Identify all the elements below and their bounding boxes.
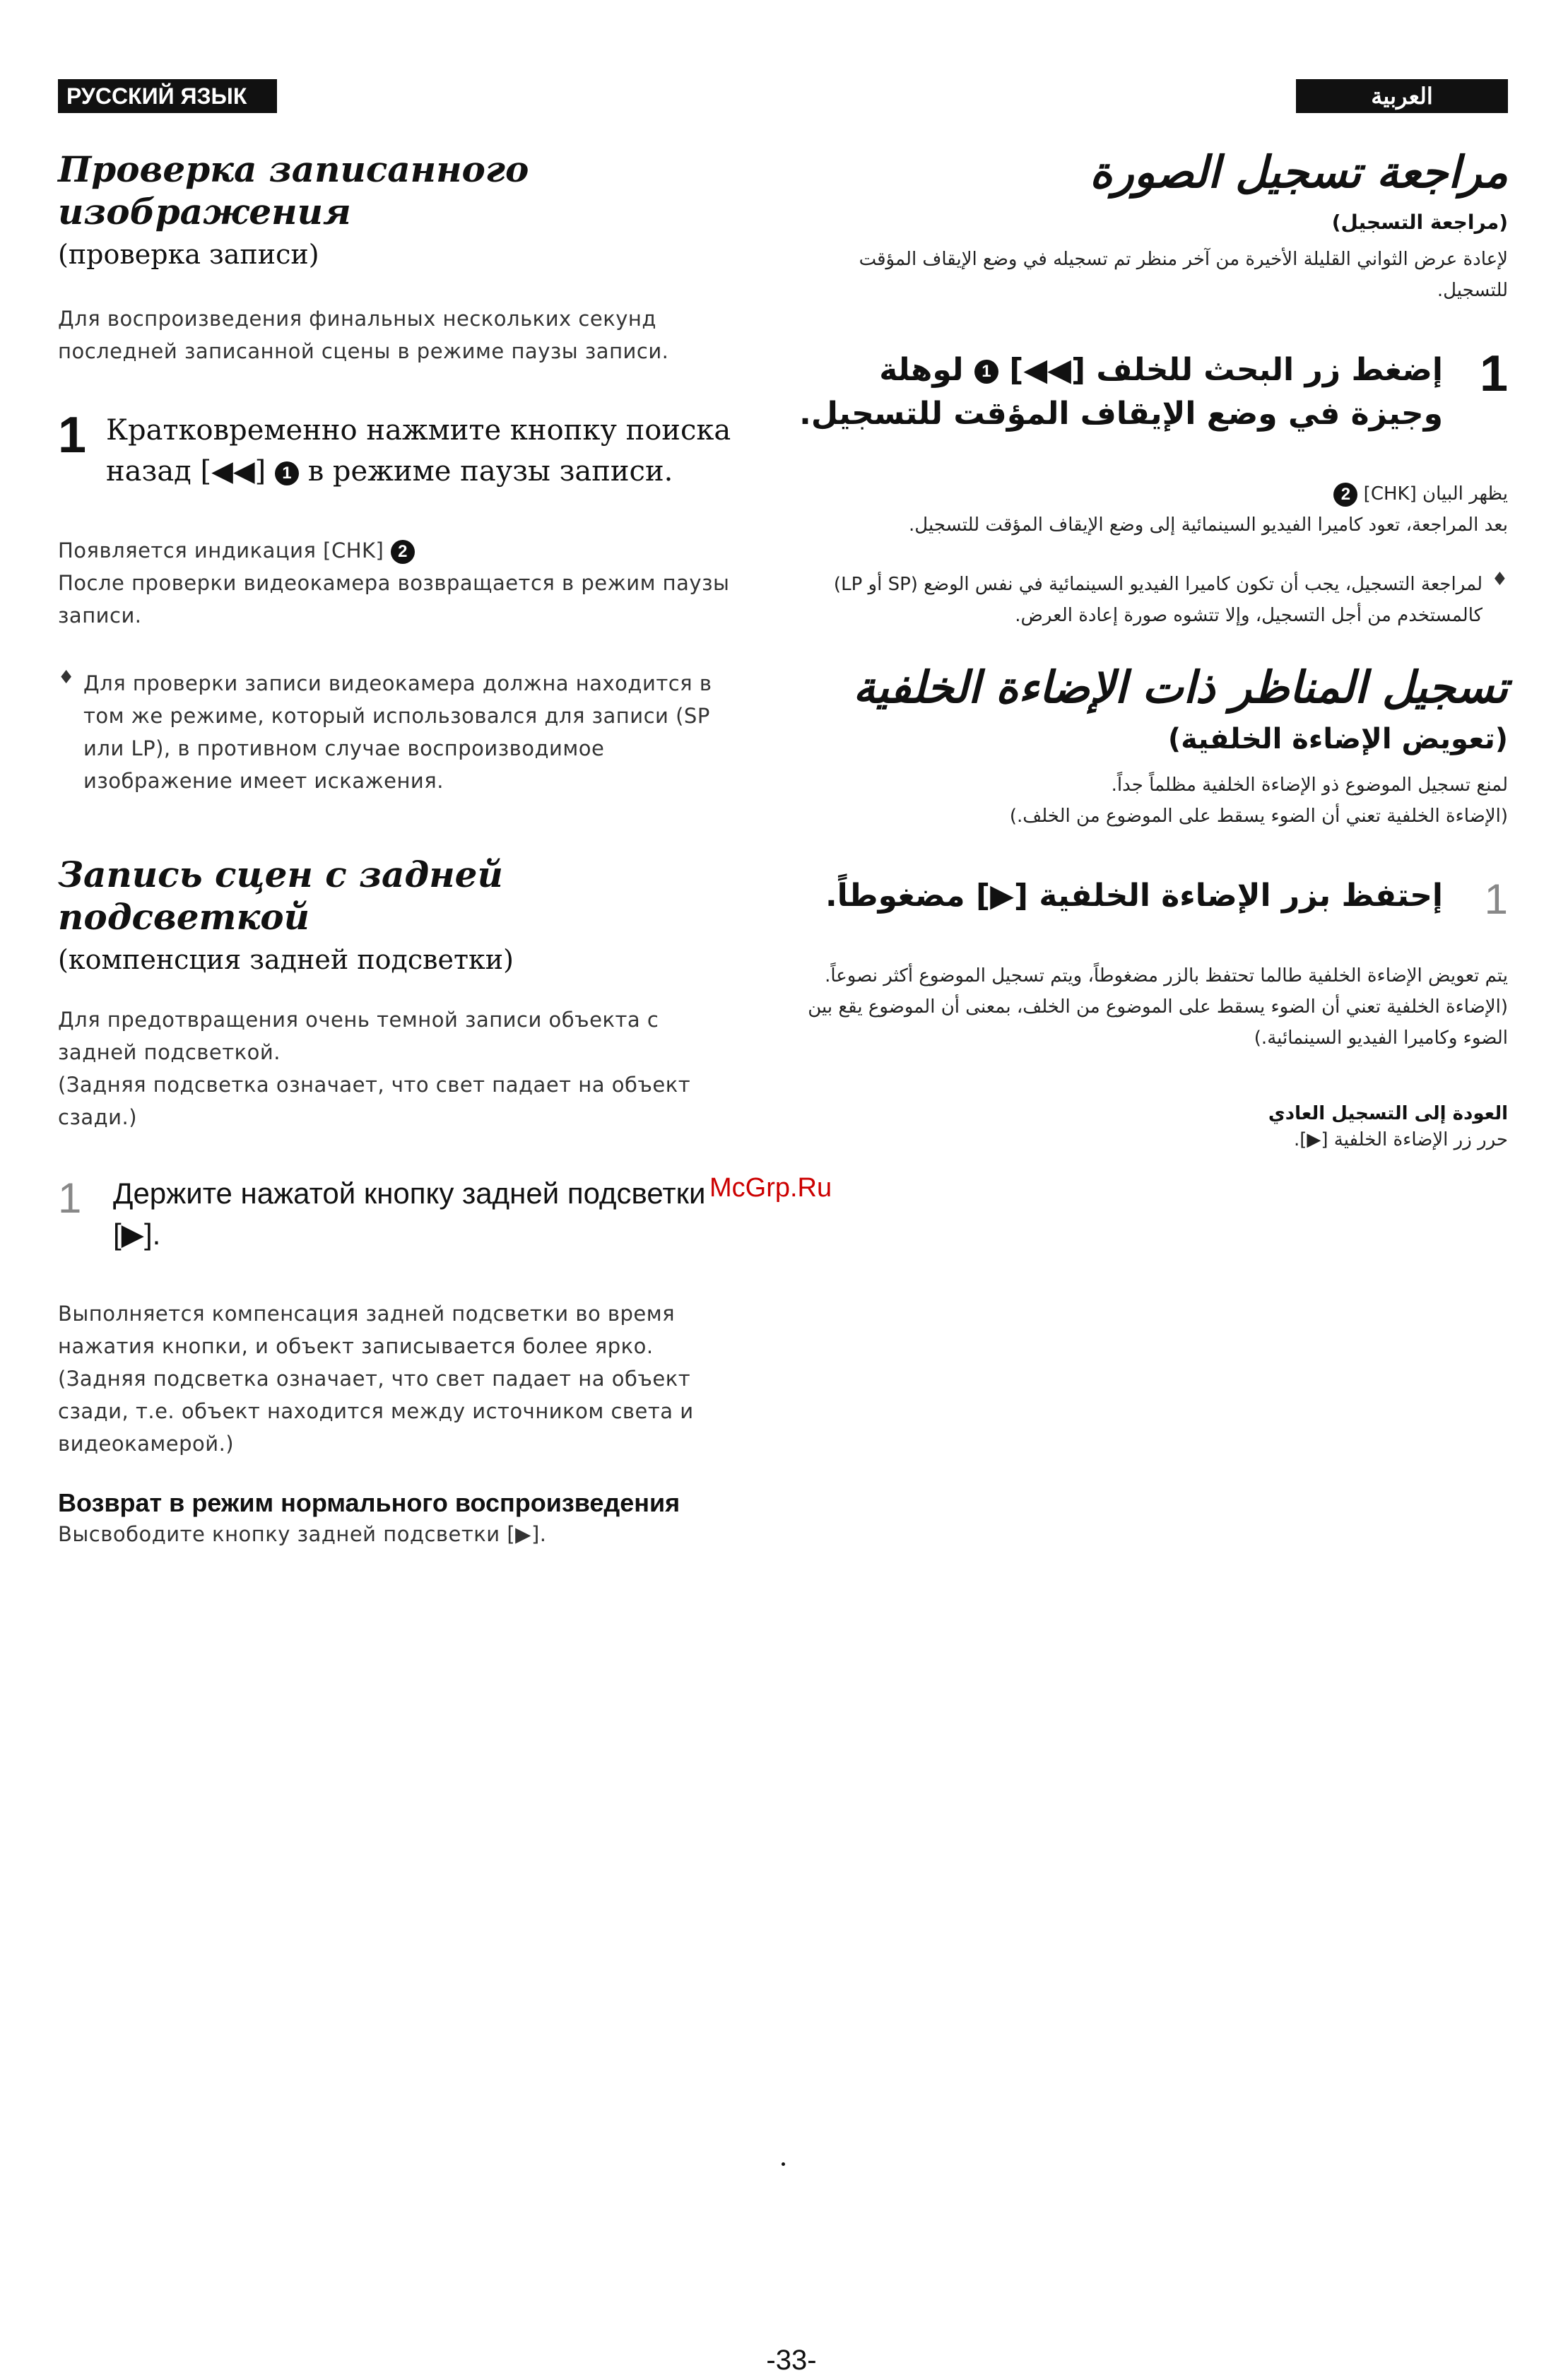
ru-section1-subtitle: (проверка записи) — [58, 239, 319, 270]
step-number: 1 — [58, 407, 87, 464]
ar-section2-desc-b: (الإضاءة الخلفية تعني أن الضوء يسقط على الموضوع من الخلف، بمعنى أن الموضوع يقع بين الضوء وكاميرا الفيديو السينمائية.) — [808, 996, 1508, 1049]
note-text-a: Появляется индикация [CHK] — [58, 538, 384, 562]
ar-section1-title: مراجعة تسجيل الصورة — [1090, 146, 1508, 198]
bullet-text: Для проверки записи видеокамера должна находится в том же режиме, который использовался для записи (SP или LP), в противном случае воспроизводимое изображение имеет искажения. — [83, 671, 712, 793]
step-text: إحتفظ بزر الإضاءة الخلفية [▶] مضغوطاً. — [825, 878, 1443, 914]
ar-section1-intro: لإعادة عرض الثواني القليلة الأخيرة من آخر منظر تم تسجيله في وضع الإيقاف المؤقت للتسجيل. — [859, 249, 1508, 301]
ar-section2-intro-a: لمنع تسجيل الموضوع ذو الإضاءة الخلفية مظلماً جداً. — [1111, 774, 1508, 796]
step-number: 1 — [1479, 346, 1508, 402]
ar-section2-desc-a: يتم تعويض الإضاءة الخلفية طالما تحتفظ بالزر مضغوطاً، ويتم تسجيل الموضوع أكثر نصوعاً. — [825, 965, 1508, 986]
ru-section2-desc-a: Выполняется компенсация задней подсветки во время нажатия кнопки, и объект записывается более ярко. — [58, 1302, 676, 1358]
ru-section1-title: Проверка записанного изображения — [58, 148, 529, 232]
ar-return-heading: العودة إلى التسجيل العادي — [1268, 1103, 1508, 1124]
bullet-icon: ♦ — [58, 667, 75, 688]
language-tab-arabic: العربية — [1296, 79, 1508, 113]
watermark: McGrp.Ru — [709, 1173, 832, 1203]
note-text-a: يظهر البيان [CHK] — [1363, 483, 1508, 505]
ar-section2-intro-b: (الإضاءة الخلفية تعني أن الضوء يسقط على الموضوع من الخلف.) — [1009, 806, 1508, 827]
ru-section2-desc-b: (Задняя подсветка означает, что свет падает на объект сзади, т.е. объект находится между источником света и видеокамерой.) — [58, 1367, 694, 1456]
bullet-icon: ♦ — [1491, 569, 1508, 590]
ar-section2-step — [787, 874, 1508, 925]
print-speck — [782, 2162, 785, 2166]
step-text-b: لوهلة وجيزة في وضع الإيقاف المؤقت للتسجيل. — [799, 352, 1443, 432]
note-text-b: После проверки видеокамера возвращается в режим паузы записи. — [58, 571, 730, 628]
language-tab-russian: РУССКИЙ ЯЗЫК — [58, 79, 277, 113]
step-text — [102, 410, 736, 492]
ru-section2-intro-b: (Задняя подсветка означает, что свет падает на объект сзади.) — [58, 1073, 691, 1129]
ar-section1-note — [787, 478, 1508, 541]
ar-section1-step — [787, 348, 1508, 436]
arabic-column — [787, 127, 1508, 1155]
ru-section1-bullet — [58, 667, 736, 797]
step-text-a: Кратковременно нажмите кнопку поиска назад [◀◀] — [106, 414, 731, 488]
ar-section1-subtitle: (مراجعة التسجيل) — [1331, 211, 1508, 234]
ru-section1-intro: Для воспроизведения финальных нескольких секунд последней записанной сцены в режиме паузы записи. — [58, 307, 669, 363]
callout-1-icon: 1 — [275, 461, 299, 485]
ru-section1-step — [58, 407, 736, 492]
ar-section1-bullet — [787, 569, 1508, 631]
ru-return-text: Высвободите кнопку задней подсветки [▶]. — [58, 1522, 547, 1546]
ru-section2-intro-a: Для предотвращения очень темной записи объекта с задней подсветкой. — [58, 1008, 659, 1064]
ar-section2-title: تسجيل المناظر ذات الإضاءة الخلفية — [853, 661, 1508, 713]
ru-section2-title: Запись сцен с задней подсветкой — [58, 854, 503, 938]
russian-column — [58, 127, 736, 1550]
note-text-b: بعد المراجعة، تعود كاميرا الفيديو السينمائية إلى وضع الإيقاف المؤقت للتسجيل. — [909, 514, 1508, 536]
ru-section2-subtitle: (компенсция задней подсветки) — [58, 944, 514, 975]
ru-section1-note — [58, 534, 736, 632]
step-number: 1 — [58, 1174, 82, 1222]
ar-section2-subtitle: (تعويض الإضاءة الخلفية) — [1167, 723, 1508, 755]
step-number: 1 — [1484, 876, 1508, 923]
bullet-text: لمراجعة التسجيل، يجب أن تكون كاميرا الفيديو السينمائية في نفس الوضع (SP أو LP) كالمستخدم من أجل التسجيل، وإلا تتشوه صورة إعادة العرض. — [833, 574, 1483, 626]
ar-return-text: حرر زر الإضاءة الخلفية [▶]. — [1293, 1129, 1508, 1150]
step-text-a: إضغط زر البحث للخلف [◀◀] — [1009, 352, 1443, 388]
callout-1-icon: 1 — [974, 360, 998, 384]
callout-2-icon: 2 — [391, 540, 415, 564]
step-text: Держите нажатой кнопку задней подсветки [▶]. — [113, 1177, 706, 1251]
page-number: -33- — [766, 2345, 817, 2376]
step-text-b: в режиме паузы записи. — [307, 455, 673, 488]
callout-2-icon: 2 — [1333, 483, 1357, 507]
ru-section2-step — [58, 1173, 736, 1255]
ru-return-heading: Возврат в режим нормального воспроизведения — [58, 1488, 680, 1517]
step-text — [787, 348, 1457, 436]
